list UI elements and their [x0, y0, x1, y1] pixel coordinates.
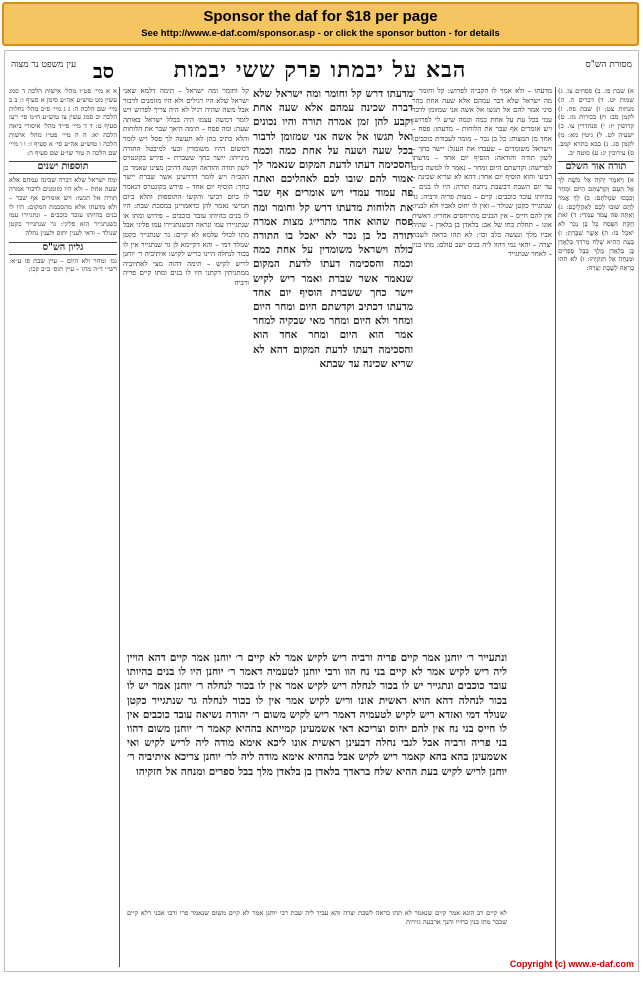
gemara-top-text: מדעתו דרש קל וחומר ומה ישראל שלא דברה שכינה עמהם אלא שעה אחת וקבע להן זמן אמרה תורה והיו נכונים ואל תגשו אל אשה אני שמזומן לדבור בכל שעה ושעה על אחת כמה וכמה והסכימה דעתו לדעת המקום שנאמר לך אמור להם שובו לכם לאהליכם ואתה פה עמוד עמדי ויש אומרים אף שבר את הלוחות מדעתו דרש קל וחומר ומה פסח שהוא אחד מתרי״ג מצות אמרה תורה כל בן נכר לא יאכל בו התורה כולה וישראל משומדין על אחת כמה וכמה והסכימה דעתו לדעת המקום שנאמר אשר שברת ואמר ריש לקיש יישר כחך ששברת הוסיף יום אחד מדעתו דכתיב וקדשתם היום ומחר היום ומחר ולא היום ומחר מאי שבקיה למחר אמר הוא היום ומחר אחד הוא והסכימה דעתו לדעת המקום דהא לא שריא שכינה עד שבתא	[253, 88, 413, 370]
gemara-bottom-paragraph: לא קיים רב הונא אמר קיים שנאמר לא תהו בראה לשבת יצרה והא עביד ליה שבת רבי יוחנן אמר לא קיים משום שנאמר פרו ורבו אבני דלא קיים שכבר מתו בנין בחייו והנך ארבעה גזירות	[127, 909, 507, 926]
gemara-lower-paragraph: ונתעייר ר׳ יוחנן אמר קיים פריה ורביה ריש לקיש אמר לא קיים ר׳ יוחנן אמר קיים דהא הויין ליה ריש לקיש אמר לא קיים בני נח הוו ורבי יוחנן לטעמיה דאמר ר׳ יוחנן היו לו בנים בהיותו עובד כוכבים ונתגייר יש לו בכור לנחלה ריש לקיש אמר אין לו בכור לנחלה ר׳ יוחנן אמר יש לו בכור לנחלה דהא הויא ראשית אונו וריש לקיש אמר אין לו בכור לנחלה גר שנתגייר כקטן שנולד דמי ואזדא ריש לקיש לטעמיה דאמר ריש לקיש משום ר׳ יהודה נשיאה עובד כוכבים אין לו חייס בני נח אין להם יחוס וצריכא דאי אשמעינן קמייתא בההיא קאמר ר׳ יוחנן משום דהוו בני פריה ורביה אבל לגבי נחלה דבעינן ראשית אונו ליכא אימא מודה ליה לריש לקיש ואי אשמעינן בהא בהא קאמר ריש לקיש אבל בההיא אימא מודה ליה לר׳ יוחנן צריכא איתיביה ר׳ יוחנן לריש לקיש בעת ההיא שלח בראדך בלאדן בן בלאדן מלך בבל ספרים ומנחה אל חזקיהו	[127, 652, 507, 778]
gilyon-heading: גליון הש"ס	[9, 242, 117, 255]
masoret-hashas-text: א) שבת פז. ב) פסחים צו. ג) שמות יט. ד) דברים ה. ה) מנחות צט: ו) שבת פח. ז) לקמן סב: ח) בכורות מז. ט) קדושין יז: י) סנהדרין צו. כ) ישעיה לט. ל) גיטין מא: מ) לקמן סג. נ) בבא בתרא קמב. ס) עירובין יג: ע) סוטה יב.	[558, 87, 634, 157]
torah-or-text: א) וַיֹּאמֶר יְהֹוָה אֶל מֹשֶׁה לֵךְ אֶל הָעָם וְקִדַּשְׁתָּם הַיּוֹם וּמָחָר וְכִבְּסוּ שִׂמְלֹתָם: ב) לֵךְ אֱמֹר לָהֶם שׁוּבוּ לָכֶם לְאָהֳלֵיכֶם: ג) וְאַתָּה פֹּה עֲמֹד עִמָּדִי: ד) זֹאת חֻקַּת הַפָּסַח כָּל בֶּן נֵכָר לֹא יֹאכַל בּוֹ: ה) אֲשֶׁר שִׁבַּרְתָּ: ו) בָּעֵת הַהִיא שָׁלַח מְרֹדַךְ בַּלְאֲדָן בֶּן בַּלְאֲדָן מֶלֶךְ בָּבֶל סְפָרִים וּמִנְחָה אֶל חִזְקִיָּהוּ: ז) לֹא תֹהוּ בְרָאָהּ לָשֶׁבֶת יְצָרָהּ:	[558, 176, 634, 273]
running-head: הבא על יבמתו פרק ששי יבמות	[173, 57, 467, 83]
masoret-hashas-label: מסורת הש"ס	[585, 60, 632, 70]
torah-or-heading: תורה אור השלם	[558, 161, 634, 174]
column-divider	[119, 87, 120, 967]
page-header	[5, 55, 638, 85]
tosafot-rid-text: ומה ישראל שלא דברה שכינה עמהם אלא שעה אחת – ולא היו מזומנים לדבור אמרה תורה אל תגשו: ויש אומרים אף שבר – ולא מדעתו אלא מהסכמת המקום: היו לו בנים בהיותו עובד כוכבים – ונתגיירו עמו כשנתגייר הוא פליגי: גר שנתגייר כקטן שנולד – ודאי לענין יחוס ולענין נחלה	[9, 176, 117, 237]
copyright-notice[interactable]: Copyright (c) www.e-daf.com	[509, 959, 634, 969]
folio-number: סב	[93, 59, 115, 83]
ein-mishpat-label: עין משפט נר מצוה	[11, 60, 77, 70]
masoret-hashas-column	[558, 87, 634, 967]
rashi-text: מדעתו – ולא אמר לו הקב״ה לפרוש: קל וחומר – מה ישראל שלא דבר עמהם אלא שעה אחת בהר סיני אמר להם אל תגשו אל אשה אני שמזומן לדבר עמי בכל עת על אחת כמה וכמה שיש לי לפרוש: ויש אומרים אף שבר את הלוחות – מדעתו: פסח – אחד מן המצות: כל בן נכר – מומר לעבודת כוכבים: וישראל משומדים – שעבדו את העגל: יישר כחך – לשון תודה והודאה: הוסיף יום אחד – מדעתו לפרישה: וקדשתם היום ומחר – נאמר לו למשה ביום רביעי והוא הוסיף יום אחד: דהא לא שריא שכינה – עד יום השבת דבשבת ניתנה תורה: היו לו בנים – בהיותו עובד כוכבים: קיים – מצות פריה ורביה: גר שנתגייר כקטן שנולד – ואין לו יחוס לאביו ולא לבניו: אין להם חייס – אין הבנים מתייחסים אחריו: ראשית אונו – תחלת כחו של אב: בלאדן בן בלאדן – שהיה אביו מלך ונעשה כלב וכו׳: לא תהו בראה לשבת יצרה – והאי נמי דהוו ליה בנים ישב עולם: מתו בנין – לאחר שנתגייר	[412, 87, 552, 259]
gilyon-text: גמ׳ ומחר ולא היום – עיין שבת פז ע״א: רש״י ד״ה מתו – עיין תוס׳ ב״ב קכו:	[9, 256, 117, 274]
ein-mishpat-column	[9, 87, 117, 967]
sponsor-banner[interactable]	[2, 2, 639, 46]
ein-mishpat-text: א א מיי׳ פט״ו מהל׳ אישות הלכה ד סמג עשין מט טוש״ע אה״ע סימן א סעיף ו: ב ב מיי׳ שם הלכה ה: ג ג מיי׳ פ״ב מהל׳ נחלות הלכה יב סמג עשין צו טוש״ע ח״מ סי׳ רעז סעיף ט: ד ד מיי׳ פי״ד מהל׳ איסורי ביאה הלכה יא: ה ה מיי׳ פט״ו מהל׳ אישות הלכה ו טוש״ע אה״ע סי׳ א סעיף ז: ו ו מיי׳ שם הלכה ה טור שו״ע שם סעיף ה:	[9, 87, 117, 157]
tosafot-text: קל וחומר ומה ישראל – תימה דלמא שאני ישראל שלא היו רגילים ולא היו מזומנים לדבור אבל משה שהיה רגיל לא היה צריך לפרוש ויש לומר דמשה עצמו היה בכלל ישראל באותה שעה: ומה פסח – תימה היאך שבר את הלוחות והלא כתיב בהן לא תעשה לך פסל ויש לומר דמשום דהיו משומדין ובעי למיבטל התורה מינייהו: יישר כחך ששברת – פירש בקונטרס לשון תודה והודאה וקשה דהיכן מצינו שאמר כן הקב״ה ויש לומר דדרשינן אשר שברת יישר כחך: הוסיף יום אחד – פירש בקונטרס דנאמר לו ביום רביעי והקשו התוספות והלא ביום חמישי נאמר להן כדאמרינן במסכת שבת: היו לו בנים בהיותו עובד כוכבים – פירוש ומתו או שנתגיירו עמו ונראה דבשנתגיירו עמו פליגי אבל מתו לכולי עלמא לא קיים: גר שנתגייר כקטן שנולד דמי – והא דקיימא לן גר שנתגייר אין לו בכור לנחלה היינו כריש לקיש: איתיביה ר׳ יוחנן לריש לקיש – תימה דהוה מצי לאתיוביה ממתניתין דקתני היו לו בנים ומתו קיים פריה ורביה	[123, 87, 249, 287]
sponsor-title[interactable]: Sponsor the daf for $18 per page	[203, 8, 438, 25]
gemara-bottom-text	[127, 909, 507, 967]
sponsor-details-link[interactable]: See http://www.e-daf.com/sponsor.asp - or click the sponsor button - for details	[141, 28, 500, 39]
gemara-main-text	[253, 87, 413, 647]
gemara-lower-text	[127, 651, 507, 906]
tosafot-rid-heading: תוספות ישנים	[9, 161, 117, 174]
column-divider	[555, 87, 556, 967]
talmud-page	[4, 50, 639, 972]
